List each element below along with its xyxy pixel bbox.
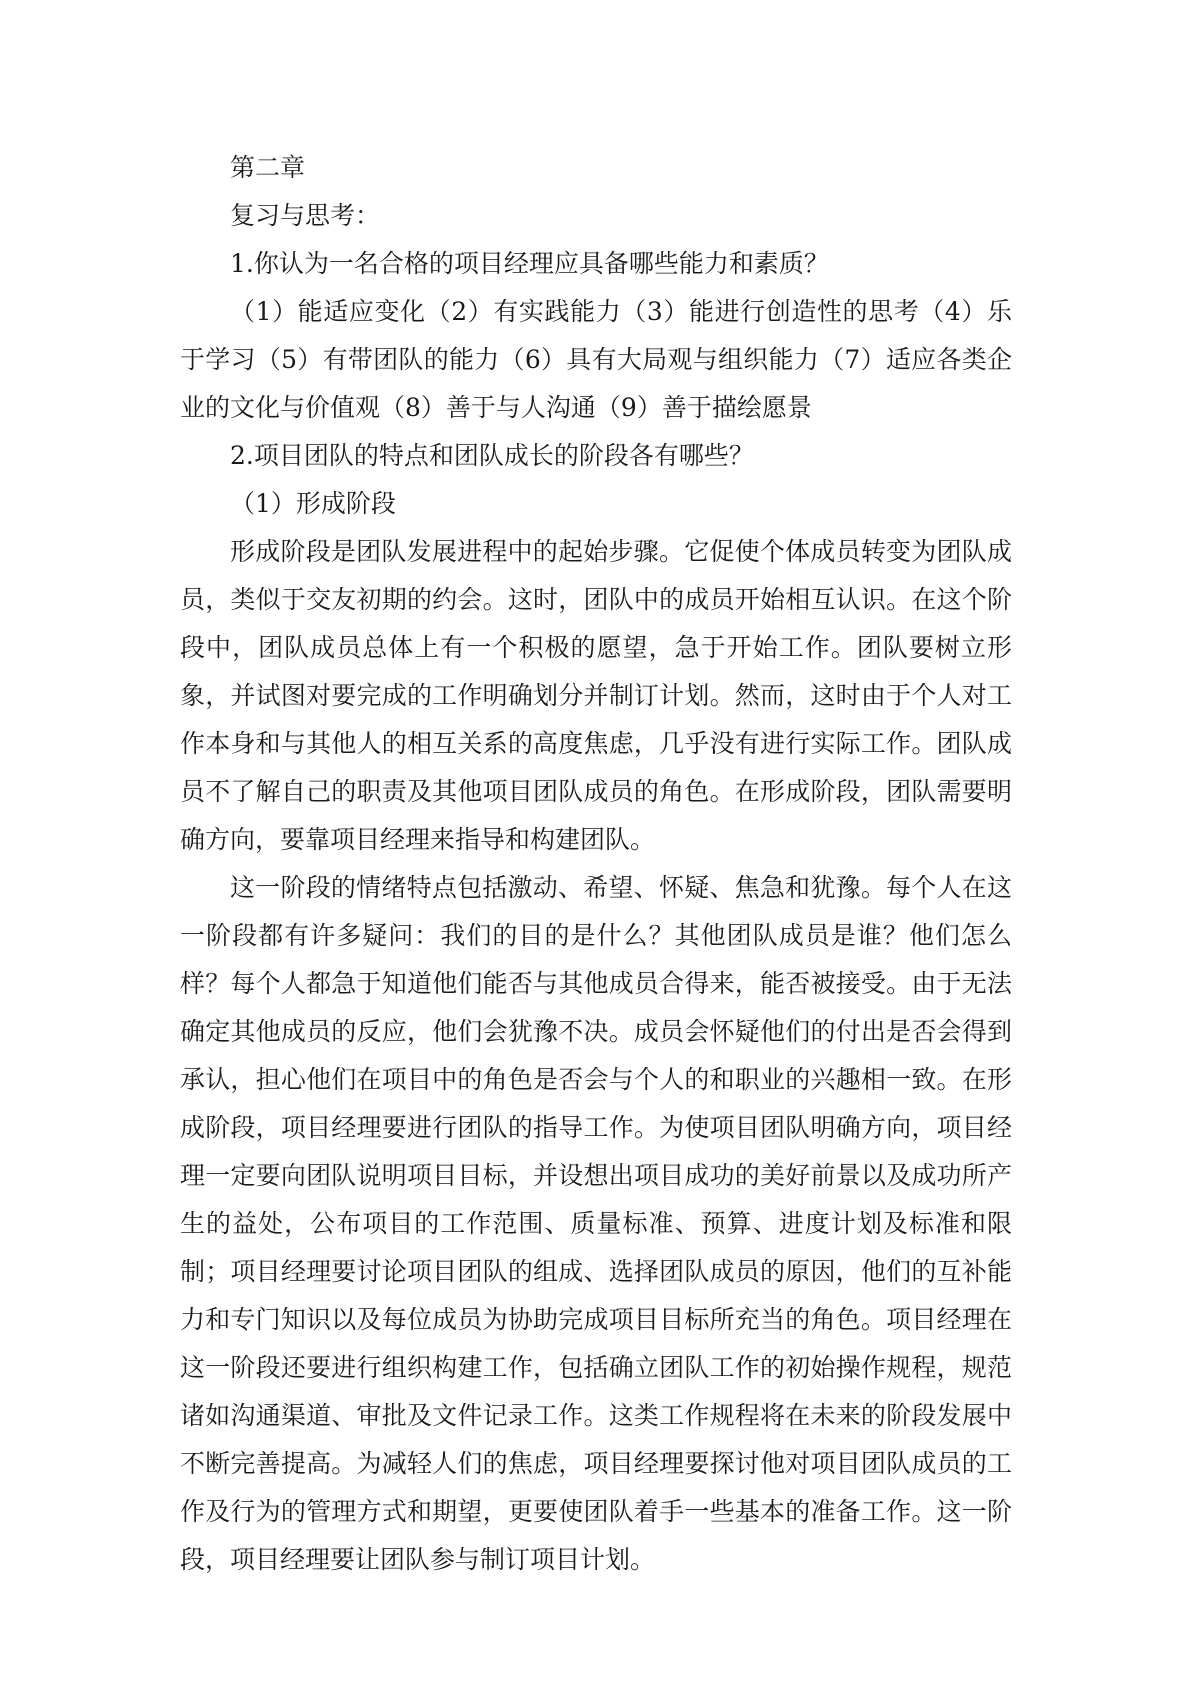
question-1: 1.你认为一名合格的项目经理应具备哪些能力和素质？ <box>230 249 829 278</box>
answer-2-subheading: （1）形成阶段 <box>230 489 396 518</box>
answer-1: （1）能适应变化（2）有实践能力（3）能进行创造性的思考（4）乐于学习（5）有带团队的能力（6）具有大局观与组织能力（7）适应各类企业的文化与价值观（8）善于与人沟通（9）善于描绘愿景 <box>180 297 1012 422</box>
document-page <box>180 144 1012 1584</box>
chapter-title: 第二章 <box>230 153 306 182</box>
body-paragraph: 形成阶段是团队发展进程中的起始步骤。它促使个体成员转变为团队成员，类似于交友初期的约会。这时，团队中的成员开始相互认识。在这个阶段中，团队成员总体上有一个积极的愿望，急于开始工作。团队要树立形象，并试图对要完成的工作明确划分并制订计划。然而，这时由于个人对工作本身和与其他人的相互关系的高度焦虑，几乎没有进行实际工作。团队成员不了解自己的职责及其他项目团队成员的角色。在形成阶段，团队需要明确方向，要靠项目经理来指导和构建团队。 <box>180 537 1012 854</box>
body-paragraph: 这一阶段的情绪特点包括激动、希望、怀疑、焦急和犹豫。每个人在这一阶段都有许多疑问：我们的目的是什么？其他团队成员是谁？他们怎么样？每个人都急于知道他们能否与其他成员合得来，能否被接受。由于无法确定其他成员的反应，他们会犹豫不决。成员会怀疑他们的付出是否会得到承认，担心他们在项目中的角色是否会与个人的和职业的兴趣相一致。在形成阶段，项目经理要进行团队的指导工作。为使项目团队明确方向，项目经理一定要向团队说明项目目标，并设想出项目成功的美好前景以及成功所产生的益处，公布项目的工作范围、质量标准、预算、进度计划及标准和限制；项目经理要讨论项目团队的组成、选择团队成员的原因，他们的互补能力和专门知识以及每位成员为协助完成项目目标所充当的角色。项目经理在这一阶段还要进行组织构建工作，包括确立团队工作的初始操作规程，规范诸如沟通渠道、审批及文件记录工作。这类工作规程将在未来的阶段发展中不断完善提高。为减轻人们的焦虑，项目经理要探讨他对项目团队成员的工作及行为的管理方式和期望，更要使团队着手一些基本的准备工作。这一阶段，项目经理要让团队参与制订项目计划。 <box>180 873 1012 1574</box>
section-heading: 复习与思考： <box>230 201 381 230</box>
question-2: 2.项目团队的特点和团队成长的阶段各有哪些？ <box>230 441 754 470</box>
